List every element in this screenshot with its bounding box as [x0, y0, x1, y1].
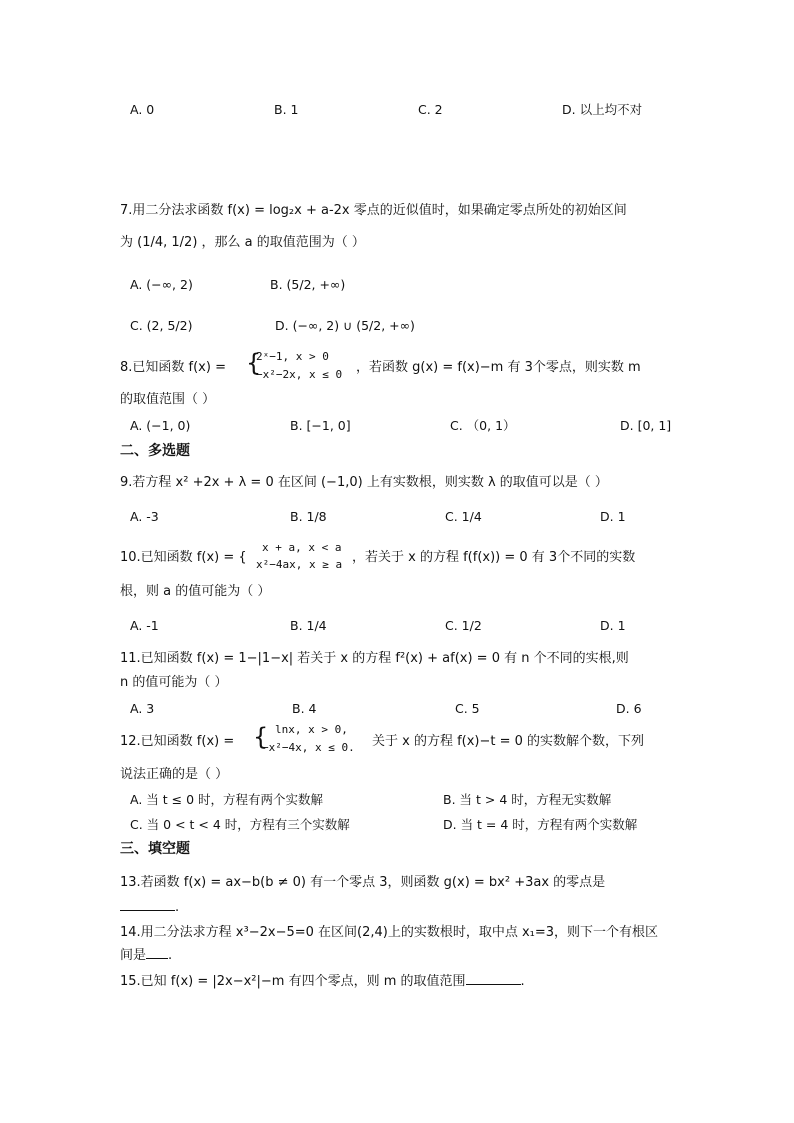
section-heading-fill-blank: 三、填空题 [120, 841, 190, 857]
q13-period: . [175, 900, 180, 915]
q12-stem-suffix: 关于 x 的方程 f(x)−t = 0 的实数解个数，下列 [372, 734, 645, 749]
q8-stem-prefix: 8.已知函数 f(x) = [120, 360, 226, 375]
q10-stem-suffix: ，若关于 x 的方程 f(f(x)) = 0 有 3个不同的实数 [352, 550, 636, 565]
q9-option-a: A. -3 [130, 509, 159, 524]
q10-stem-prefix: 10.已知函数 f(x) = { [120, 550, 247, 565]
q9-stem: 9.若方程 x² +2x + λ = 0 在区间 (−1,0) 上有实数根，则实数 λ 的取值可以是（ ） [120, 475, 608, 490]
q8-option-c: C. （0, 1） [450, 418, 516, 433]
q15-stem: 15.已知 f(x) = |2x−x²|−m 有四个零点，则 m 的取值范围 [120, 974, 466, 989]
q11-stem-line2: n 的值可能为（ ） [120, 675, 228, 690]
q6-option-c: C. 2 [418, 102, 443, 117]
q7-option-d: D. (−∞, 2) ∪ (5/2, +∞) [275, 318, 415, 333]
q9-option-b: B. 1/8 [290, 509, 327, 524]
q10-case2: x²−4ax, x ≥ a [256, 558, 343, 571]
q10-option-a: A. -1 [130, 618, 159, 633]
q12-case2: −x²−4x, x ≤ 0. [262, 741, 355, 754]
q10-option-b: B. 1/4 [290, 618, 327, 633]
q14-blank[interactable] [146, 946, 168, 959]
q13-answer-line [120, 898, 179, 917]
q6-option-b: B. 1 [274, 102, 299, 117]
q10-option-d: D. 1 [600, 618, 626, 633]
q7-option-b: B. (5/2, +∞) [270, 277, 346, 292]
q13-blank[interactable] [120, 898, 175, 911]
q12-stem-prefix: 12.已知函数 f(x) = [120, 734, 235, 749]
q15-period: . [520, 974, 525, 989]
q11-option-b: B. 4 [292, 701, 317, 716]
q9-option-d: D. 1 [600, 509, 626, 524]
q8-stem-suffix: ，若函数 g(x) = f(x)−m 有 3个零点，则实数 m [356, 360, 641, 375]
q10-option-c: C. 1/2 [445, 618, 482, 633]
section-heading-multiple-choice: 二、多选题 [120, 443, 190, 459]
q10-stem-line2: 根，则 a 的值可能为（ ） [120, 584, 271, 599]
q14-stem-line2 [120, 946, 172, 965]
q12-brace: { [253, 723, 269, 751]
q8-case1: 2ˣ−1, x > 0 [256, 350, 329, 363]
q7-option-a: A. (−∞, 2) [130, 277, 193, 292]
q14-line2-text: 间是 [120, 948, 147, 963]
q7-stem-line1: 7.用二分法求函数 f(x) = log₂x + a-2x 零点的近似值时，如果确定零点所处的初始区间 [120, 203, 627, 218]
q12-case1: lnx, x > 0, [275, 723, 348, 736]
q11-option-a: A. 3 [130, 701, 155, 716]
q6-option-d: D. 以上均不对 [562, 102, 643, 117]
q11-option-d: D. 6 [616, 701, 642, 716]
q11-stem-line1: 11.已知函数 f(x) = 1−|1−x| 若关于 x 的方程 f²(x) + af(x) = 0 有 n 个不同的实根,则 [120, 651, 629, 666]
q12-option-b: B. 当 t > 4 时，方程无实数解 [443, 792, 612, 807]
q8-option-d: D. [0, 1] [620, 418, 672, 433]
q8-brace: { [246, 349, 262, 377]
q14-period: . [168, 948, 173, 963]
q7-option-c: C. (2, 5/2) [130, 318, 193, 333]
q9-option-c: C. 1/4 [445, 509, 482, 524]
q8-option-a: A. (−1, 0) [130, 418, 191, 433]
q12-stem-line2: 说法正确的是（ ） [120, 767, 229, 782]
q13-stem: 13.若函数 f(x) = ax−b(b ≠ 0) 有一个零点 3，则函数 g(x) = bx² +3ax 的零点是 [120, 875, 606, 890]
q15-blank[interactable] [466, 972, 521, 985]
q11-option-c: C. 5 [455, 701, 480, 716]
q14-stem-line1: 14.用二分法求方程 x³−2x−5=0 在区间(2,4)上的实数根时，取中点 x₁=3，则下一个有根区 [120, 925, 659, 940]
q12-option-a: A. 当 t ≤ 0 时，方程有两个实数解 [130, 792, 323, 807]
q8-stem-line2: 的取值范围（ ） [120, 392, 216, 407]
q10-case1: x + a, x < a [262, 541, 342, 554]
q15-stem-line [120, 972, 525, 991]
q12-option-d: D. 当 t = 4 时，方程有两个实数解 [443, 817, 638, 832]
q8-case2: −x²−2x, x ≤ 0 [256, 368, 343, 381]
q12-option-c: C. 当 0 < t < 4 时，方程有三个实数解 [130, 817, 350, 832]
q7-stem-line2: 为 (1/4, 1/2) ，那么 a 的取值范围为（ ） [120, 235, 365, 250]
q8-option-b: B. [−1, 0] [290, 418, 351, 433]
q6-option-a: A. 0 [130, 102, 155, 117]
